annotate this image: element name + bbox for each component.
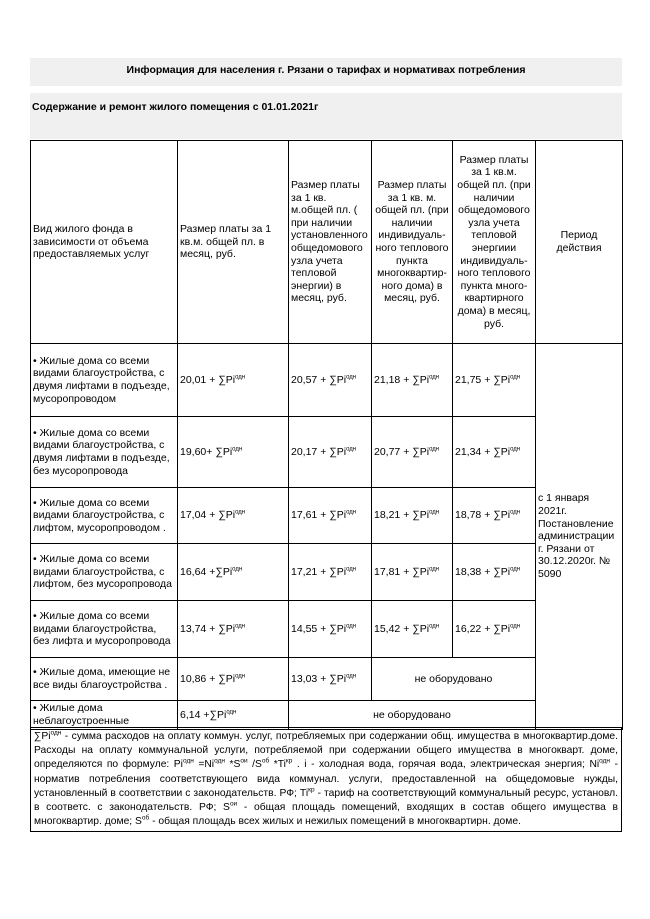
not-equipped-label: не оборудовано: [289, 701, 536, 730]
rate-value: $16,22 + \sum Pi^{одн}$: [453, 601, 536, 658]
header-rate: Размер платы за 1 кв.м. общей пл. в месяц, руб.: [178, 141, 289, 344]
housing-type: • Жилые дома со всеми видами благоустройства, с лифтом, без мусоропровода: [31, 544, 178, 601]
table-row: [31, 344, 623, 417]
rate-value: $21,34 + \sum Pi^{одн}$: [453, 417, 536, 488]
rate-value: $18,78 + \sum Pi^{одн}$: [453, 488, 536, 544]
footnote: $\sum Pi^{одн}$ - сумма расходов на оплату коммун. услуг, потребляемых при содержании общ. имущества в многоквартир.доме. Расходы на оплату коммунальной услуги, потребляемой при содержании общего имущества в многокварт. доме, определяются по формуле: $Pi^{одн} =Ni^{одн}$ $*S^{ои}$ $/S^{об}$ $*Ti^{кр}$ . i - холодная вода, горячая вода, электрическая энергия; $Ni^{одн}$ - норматив потребления соответствующего вида коммунал. услуги, предоставленной на общедомовые нужды, установленный в соответствии с законодательств. РФ; $Ti^{кр}$ - тариф на соответствующий коммунальный ресурс, установл. в соответс. с законодательств. РФ; $S^{ои}$ - общая площадь помещений, входящих в состав общего имущества в многоквартир. доме; $S^{об}$ - общая площадь всех жилых и нежилых помещений в многоквартирн. доме.: [30, 727, 622, 832]
housing-type: • Жилые дома неблагоустроенные: [31, 701, 178, 730]
rate-value: $19,60+ \sum Pi^{одн}$: [178, 417, 289, 488]
table-row: [31, 544, 623, 601]
table-row: [31, 417, 623, 488]
header-rate-meter: Размер платы за 1 кв. м.общей пл. ( при наличии установленного общедомового узла учета тепловой энергии) в месяц, руб.: [289, 141, 372, 344]
rate-value: $16,64 +\sum Pi^{одн}$: [178, 544, 289, 601]
rate-value: $17,04 + \sum Pi^{одн}$: [178, 488, 289, 544]
rate-value: $17,21 + \sum Pi^{одн}$: [289, 544, 372, 601]
rate-value: $14,55 + \sum Pi^{одн}$: [289, 601, 372, 658]
rate-value: $13,03 + \sum Pi^{одн}$: [289, 658, 372, 701]
rate-value: $20,57 + \sum Pi^{одн}$: [289, 344, 372, 417]
rate-value: $10,86 + \sum Pi^{одн}$: [178, 658, 289, 701]
header-housing-type: Вид жилого фонда в зависимости от объема предоставляемых услуг: [31, 141, 178, 344]
table-header-row: [31, 141, 623, 344]
table-row: [31, 701, 623, 730]
rate-value: $13,74 + \sum Pi^{одн}$: [178, 601, 289, 658]
header-rate-meter-heat-point: Размер платы за 1 кв.м. общей пл. (при наличии общедомового узла учета тепловой энергиии индивидуаль-ного теплового пункта много-квартирного дома) в месяц, руб.: [453, 141, 536, 344]
rate-value: $21,75 + \sum Pi^{одн}$: [453, 344, 536, 417]
rate-value: $20,77 + \sum Pi^{одн}$: [372, 417, 453, 488]
rate-value: $15,42 + \sum Pi^{одн}$: [372, 601, 453, 658]
rate-value: $17,81 + \sum Pi^{одн}$: [372, 544, 453, 601]
rate-value: $21,18 + \sum Pi^{одн}$: [372, 344, 453, 417]
rate-value: $17,61 + \sum Pi^{одн}$: [289, 488, 372, 544]
housing-type: • Жилые дома со всеми видами благоустройства, с лифтом, мусоропроводом .: [31, 488, 178, 544]
header-period: Период действия: [536, 141, 623, 344]
table-row: [31, 601, 623, 658]
subtitle-band: [30, 93, 622, 139]
page-title: Информация для населения г. Рязани о тарифах и нормативах потребления: [126, 64, 526, 76]
tariff-table: [30, 140, 623, 730]
rate-value: $20,17 + \sum Pi^{одн}$: [289, 417, 372, 488]
not-equipped-label: не оборудовано: [372, 658, 536, 701]
page-subtitle: Содержание и ремонт жилого помещения с 01.01.2021г: [32, 101, 319, 113]
table-row: [31, 488, 623, 544]
rate-value: $6,14 +\sum Pi^{одн}$: [178, 701, 289, 730]
housing-type: • Жилые дома со всеми видами благоустройства, с двумя лифтами в подъезде, без мусоропровода: [31, 417, 178, 488]
rate-value: $20,01 + \sum Pi^{одн}$: [178, 344, 289, 417]
housing-type: • Жилые дома со всеми видами благоустройства, с двумя лифтами в подъезде, мусоропроводом: [31, 344, 178, 417]
period-cell: с 1 января 2021г. Постановление администрации г. Рязани от 30.12.2020г. № 5090: [536, 344, 623, 730]
housing-type: • Жилые дома, имеющие не все виды благоустройства .: [31, 658, 178, 701]
header-rate-heat-point: Размер платы за 1 кв. м. общей пл. (при наличии индивидуаль-ного теплового пункта многоквартир-ного дома) в месяц, руб.: [372, 141, 453, 344]
rate-value: $18,21 + \sum Pi^{одн}$: [372, 488, 453, 544]
housing-type: • Жилые дома со всеми видами благоустройства, без лифта и мусоропровода: [31, 601, 178, 658]
rate-value: $18,38 + \sum Pi^{одн}$: [453, 544, 536, 601]
table-row: [31, 658, 623, 701]
